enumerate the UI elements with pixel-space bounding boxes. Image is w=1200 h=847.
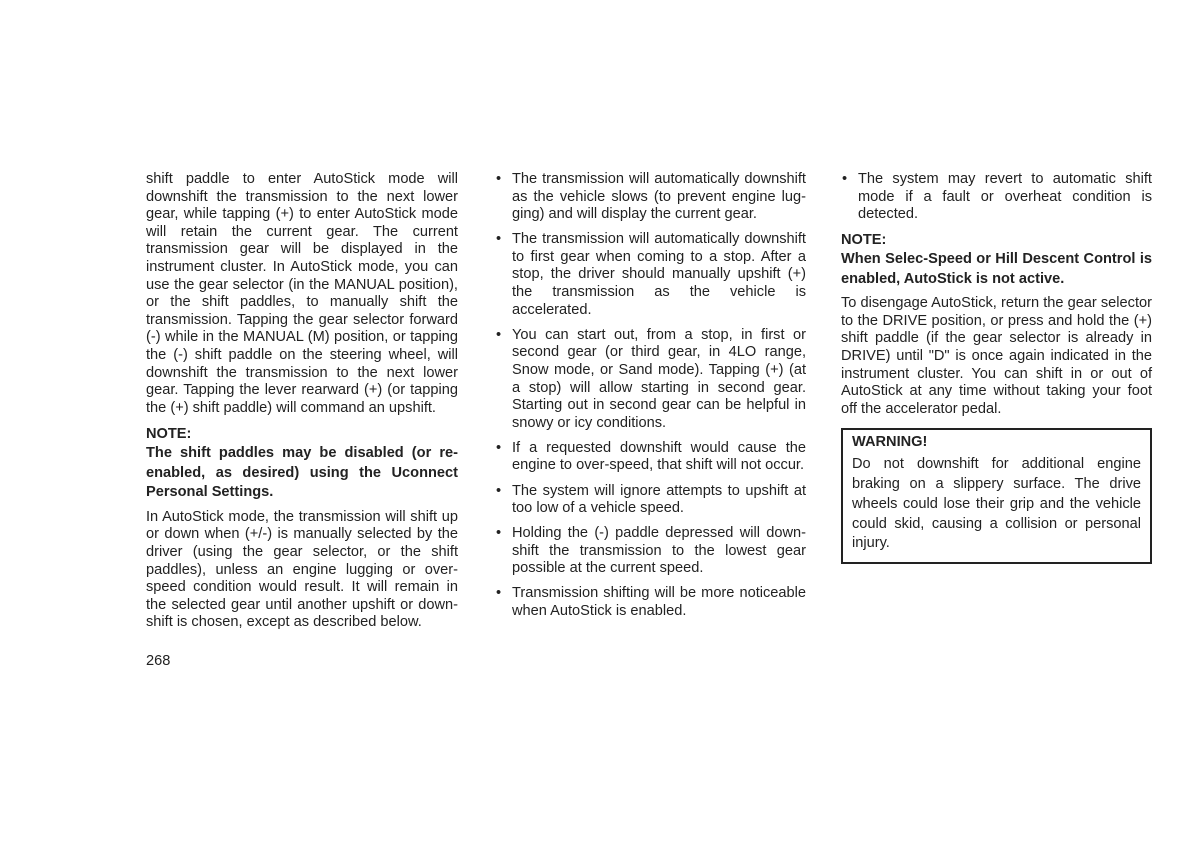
page-number: 268 — [146, 653, 171, 669]
list-item: • The transmission will automatically downshift as the vehicle slows (to prevent engine lug-ging) and will display the current gear. — [495, 171, 806, 224]
autostick-paragraph: In AutoStick mode, the transmission will shift up or down when (+/-) is manually selected by the driver (using the gear selector, or the shift paddles), unless an engine lugging or over-speed condition would result. It will remain in the selected gear until another upshift or down-shift is chosen, except as described below. — [146, 508, 458, 631]
warning-box — [841, 428, 1152, 564]
note-text: When Selec-Speed or Hill Descent Control is enabled, AutoStick is not active. — [841, 251, 1152, 287]
list-item: • If a requested downshift would cause the engine to over-speed, that shift will not occur. — [495, 440, 806, 475]
list-item: • The system may revert to automatic shift mode if a fault or overheat condition is detected. — [841, 171, 1152, 224]
list-item: • You can start out, from a stop, in first or second gear (or third gear, in 4LO range, Snow mode, or Sand mode). Tapping (+) (at a stop) will allow starting in second gear. Starting out in second gear can be helpful in snowy or icy conditions. — [495, 327, 806, 433]
intro-paragraph: shift paddle to enter AutoStick mode will downshift the transmission to the next lower gear, while tapping (+) to enter AutoStick mode will retain the current gear. The current transmission gear will be displayed in the instrument cluster. In AutoStick mode, you can use the gear selector (in the MANUAL position), or the shift paddles, to manually shift the transmission. Tapping the gear selector forward (-) while in the MANUAL (M) position, or tapping the (-) shift paddle on the steering wheel, will downshift the transmission to the next lower gear. Tapping the lever rearward (+) (or tapping the (+) shift paddle) will command an upshift. — [146, 171, 458, 416]
note-label: NOTE: — [146, 426, 192, 443]
list-item: • Holding the (-) paddle depressed will down-shift the transmission to the lowest gear possible at the current speed. — [495, 525, 806, 578]
list-item: • Transmission shifting will be more noticeable when AutoStick is enabled. — [495, 585, 806, 620]
warning-text: Do not downshift for additional engine braking on a slippery surface. The drive wheels could lose their grip and the vehicle could skid, causing a collision or personal injury. — [852, 456, 1141, 552]
bullet-list — [841, 171, 1152, 224]
list-item: • The system will ignore attempts to upshift at too low of a vehicle speed. — [495, 483, 806, 518]
list-item: • The transmission will automatically downshift to first gear when coming to a stop. After a stop, the driver should manually upshift (+) the transmission as the vehicle is accelerated. — [495, 231, 806, 319]
middle-column — [495, 171, 806, 628]
disengage-paragraph: To disengage AutoStick, return the gear selector to the DRIVE position, or press and hold the (+) shift paddle (if the gear selector is already in DRIVE) until "D" is once again indicated in the instrument cluster. You can shift in or out of AutoStick at any time without taking your foot off the accelerator pedal. — [841, 295, 1152, 417]
note-label: NOTE: — [841, 232, 887, 249]
bullet-list — [495, 171, 806, 621]
warning-title: WARNING! — [852, 434, 928, 451]
note-text: The shift paddles may be disabled (or re-enabled, as desired) using the Uconnect Personal Settings. — [146, 445, 458, 501]
left-column — [146, 171, 458, 632]
right-column — [841, 171, 1152, 564]
